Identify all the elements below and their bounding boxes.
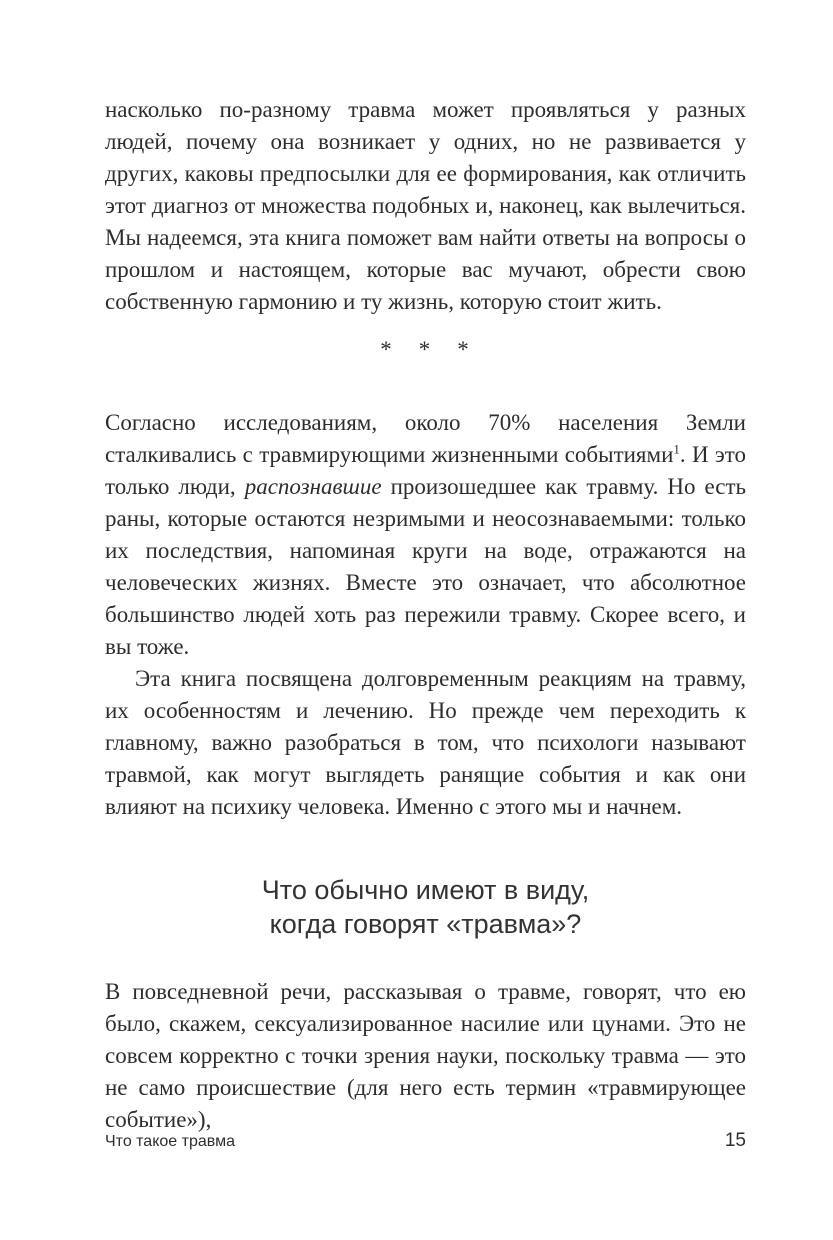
paragraph-statistics [105, 407, 746, 663]
text-segment: произошедшее как травму. Но есть раны, которые остаются незримыми и неосознаваемыми: только их последствия, напоминая круги на воде, отражаются на человеческих жизнях. Вместе это означает, что абсолютное большинство людей хоть раз пережили травму. Скорее всего, и вы тоже. [105, 474, 746, 659]
page-number: 15 [724, 1130, 746, 1151]
paragraph-continuation: насколько по-разному травма может проявляться у разных людей, почему она возникает у одних, но не развивается у других, каковы предпосылки для ее формирования, как отличить этот диагноз от множества подобных и, наконец, как вылечиться. Мы надеемся, эта книга поможет вам найти ответы на вопросы о прошлом и настоящем, которые вас мучают, обрести свою собственную гармонию и ту жизнь, которую стоит жить. [105, 97, 746, 314]
page-body [105, 94, 746, 1136]
paragraph-common-usage: В повседневной речи, рассказывая о травме, говорят, что ею было, скажем, сексуализированное насилие или цунами. Это не совсем корректно с точки зрения науки, поскольку травма — это не само происшествие (для него есть термин «травмирующее событие»), [105, 979, 746, 1132]
text-segment: Согласно исследованиям, около 70% населения Земли сталкивались с травмирующими жизненными событиями [105, 410, 746, 467]
running-title: Что такое травма [105, 1133, 235, 1150]
paragraph-book-purpose: Эта книга посвящена долговременным реакциям на травму, их особенностям и лечению. Но прежде чем переходить к главному, важно разобраться в том, что психологи называют травмой, как могут выглядеть ранящие события и как они влияют на психику человека. Именно с этого мы и начнем. [105, 666, 746, 819]
text-segment: . И это только люди, [105, 442, 747, 499]
section-divider-asterisks: * * * [380, 337, 471, 362]
section-heading [105, 873, 746, 941]
footnote-reference-1: 1 [673, 441, 680, 457]
page-footer [105, 1130, 746, 1152]
emphasized-word: распознавшие [244, 474, 382, 499]
section-heading-line-1: Что обычно имеют в виду, [261, 875, 590, 905]
section-heading-line-2: когда говорят «травма»? [269, 909, 582, 939]
